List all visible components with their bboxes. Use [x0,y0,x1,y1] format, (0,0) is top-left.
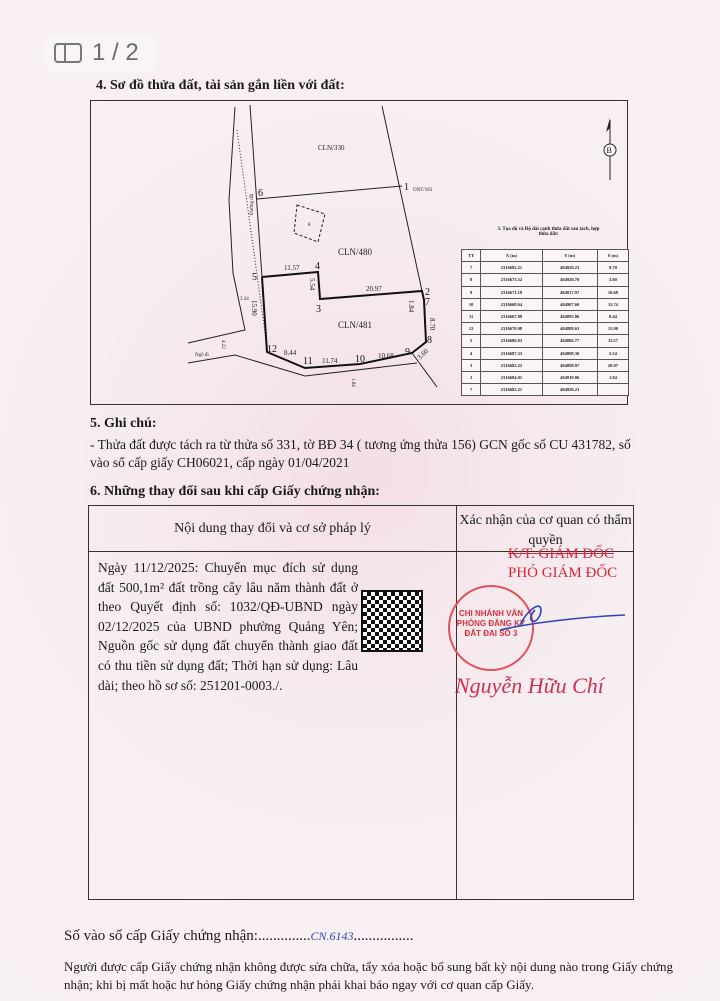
coord-cell-s: 3.60 [597,274,628,286]
point-9: 9 [405,347,410,358]
coord-row [462,323,629,335]
parcel-diagram [90,100,628,405]
point-12: 12 [267,344,277,355]
coord-row [462,384,629,396]
point-7: 7 [425,297,430,308]
section-4-title: 4. Sơ đồ thửa đất, tài sản gắn liền với đất: [96,78,345,93]
coord-cell-y: 404888.63 [542,323,597,335]
coord-cell-x: 2316673.52 [481,274,542,286]
coord-cell-y: 404917.97 [542,286,597,298]
point-8: 8 [427,335,432,346]
coord-cell-x: 2316682.22 [481,359,542,371]
coord-cell-s: 20.97 [597,359,628,371]
edge-1-84: 1.84 [407,300,415,313]
edge-8-44: 8.44 [284,349,297,357]
edge-4-22: 4.22 [220,340,225,349]
footer-warning: Người được cấp Giấy chứng nhận không được sửa chữa, tẩy xóa hoặc bổ sung bất kỳ nội dung nào trong Giấy chứng nhận; khi bị mất hoặc hư hỏng Giấy chứng nhận phải khai báo ngay với cơ quan cấp Giấy. [64,959,673,992]
coord-cell-tt: 9 [462,286,481,298]
coord-cell-s: 10.68 [597,286,628,298]
coord-cell-x: 2316682.21 [481,384,542,396]
col-x: X (m) [481,250,542,262]
changes-col1-header: Nội dung thay đổi và cơ sở pháp lý [174,521,371,536]
north-label: B [606,146,612,155]
coord-cell-y: 404895.86 [542,310,597,322]
coordinate-table [461,249,629,396]
coord-cell-tt: 11 [462,310,481,322]
section-5-note: - Thửa đất được tách ra từ thửa số 331, tờ BĐ 34 ( tương ứng thửa 156) GCN gốc số CU 431782, số vào sổ cấp giấy CH06021, cấp ngày 01/04/2021 [90,437,631,470]
coord-cell-y: 404898.97 [542,359,597,371]
parcel-ont-183: ONT/183 [413,188,433,193]
coord-cell-tt: 5 [462,335,481,347]
coord-cell-tt: 12 [462,323,481,335]
coord-cell-x: 2316671.18 [481,286,542,298]
col-s: S (m) [597,250,628,262]
point-3: 3 [316,304,321,315]
coord-cell-x: 2316670.98 [481,323,542,335]
coord-row [462,310,629,322]
sidebar-icon[interactable] [54,43,82,63]
coord-row [462,359,629,371]
coord-cell-tt: 4 [462,347,481,359]
edge-8-70: 8.70 [428,318,436,331]
road-label: Đường đất [250,193,255,215]
coord-row [462,274,629,286]
point-10: 10 [355,354,365,365]
point-5: 5 [252,272,257,283]
coord-cell-s: 11.74 [597,298,628,310]
section-5-title: 5. Ghi chú: [90,416,157,431]
edge-11-74: 11.74 [322,357,338,365]
coord-cell-s: 11.57 [597,335,628,347]
coord-cell-tt: 3 [462,359,481,371]
coord-cell-x: 2316686.83 [481,335,542,347]
edge-15-90: 15.90 [250,300,258,316]
registry-line: Số vào sổ cấp Giấy chứng nhận:..............CN.6143................ [64,928,414,944]
edge-11-57: 11.57 [284,264,300,272]
coord-cell-tt: 8 [462,274,481,286]
coord-row [462,262,629,274]
coord-row [462,347,629,359]
coord-cell-y: 404920.23 [542,262,597,274]
edge-10-68: 10.68 [378,352,394,360]
coord-cell-y: 404919.86 [542,371,597,383]
coord-cell-x: 2316668.64 [481,298,542,310]
coord-cell-s: 5.54 [597,347,628,359]
registry-value: CN.6143 [310,929,354,943]
coord-cell-s: 8.70 [597,262,628,274]
coord-cell-s: 8.44 [597,310,628,322]
coord-cell-tt: 2 [462,371,481,383]
coord-cell-y: 404886.77 [542,335,597,347]
col-tt: TT [462,250,481,262]
edge-road-1-84: 1.84 [350,378,355,387]
edge-5-54: 5.54 [308,278,316,291]
section-6-title: 6. Những thay đổi sau khi cấp Giấy chứng nhận: [90,484,380,499]
registry-label: Số vào sổ cấp Giấy chứng nhận: [64,928,258,944]
coord-row [462,298,629,310]
coord-cell-s: 15.90 [597,323,628,335]
coord-cell-y: 404907.60 [542,298,597,310]
coord-row [462,335,629,347]
edge-3-34: 3.34 [240,297,249,302]
parcel-cln-481: CLN/481 [338,320,373,330]
qr-code [361,590,423,652]
signature-mark [490,595,630,640]
coord-cell-s [597,384,628,396]
coord-table-title: 3. Tọa độ và Độ dài cạnh thửa đất sau tách, hợp thửa đất: [497,227,600,237]
point-6: 6 [258,188,263,199]
signer-title-1: K/T. GIÁM ĐỐC [508,546,614,562]
col-y: Y (m) [542,250,597,262]
changes-col2-header: Xác nhận của cơ quan có thẩm quyền [459,513,632,548]
coord-cell-x: 2316682.21 [481,262,542,274]
coord-cell-tt: 7 [462,262,481,274]
edge-20-97: 20.97 [366,285,382,293]
house-label: 8 [308,223,311,228]
coord-cell-x: 2316667.88 [481,310,542,322]
point-1: 1 [404,182,409,193]
parcel-cln-480: CLN/480 [338,247,373,257]
point-4: 4 [315,261,320,272]
parcel-cln-330: CLN/330 [318,144,345,152]
edge-3-60: 3.60 [415,347,431,362]
page-indicator[interactable] [44,34,156,72]
coord-row [462,286,629,298]
signer-name: Nguyễn Hữu Chí [455,673,604,698]
coord-row [462,371,629,383]
point-2: 2 [425,287,430,298]
coord-cell-x: 2316684.01 [481,371,542,383]
coord-cell-y: 404898.30 [542,347,597,359]
coord-cell-x: 2316687.33 [481,347,542,359]
coord-cell-tt: 10 [462,298,481,310]
change-content: Ngày 11/12/2025: Chuyển mục đích sử dụng đất 500,1m² đất trồng cây lâu năm thành đất ở theo Quyết định số: 1032/QĐ-UBND ngày 02/12/2025 của UBND phường Quảng Yên; Nguồn gốc sử dụng đất chuyển thành giao đất có thu tiền sử dụng đất; Thời hạn sử dụng: Lâu dài; theo hồ sơ số: 251201-0003./. [98,560,358,693]
stamp-text: CHI NHÁNH VĂN PHÒNG ĐĂNG KÝ ĐẤT ĐAI SỐ 3 [456,609,526,638]
coord-cell-y: 404920.70 [542,274,597,286]
signer-title-2: PHÓ GIÁM ĐỐC [508,565,618,581]
coord-cell-y: 404920.23 [542,384,597,396]
point-11: 11 [303,356,313,367]
coord-cell-s: 1.84 [597,371,628,383]
page-number: 1 / 2 [92,39,139,66]
north-arrow-icon [604,118,616,180]
coord-cell-tt: 7 [462,384,481,396]
alley-label: Ngõ đi [195,353,209,358]
